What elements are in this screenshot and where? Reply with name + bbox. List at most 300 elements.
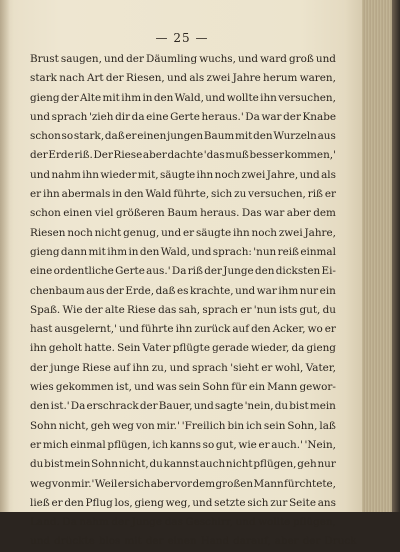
text-word: nicht, bbox=[118, 458, 149, 471]
text-word: mit bbox=[124, 535, 142, 548]
text-word: nicht, bbox=[58, 419, 89, 432]
text-word: was bbox=[156, 381, 177, 394]
text-word: ihn bbox=[232, 226, 250, 239]
text-word: wies bbox=[30, 381, 54, 394]
text-line bbox=[30, 359, 336, 378]
text-word: du bbox=[322, 303, 336, 316]
text-word: für bbox=[231, 381, 247, 394]
text-word: versuchen, bbox=[278, 91, 336, 104]
text-word: Spaß. bbox=[30, 303, 61, 316]
text-word: war bbox=[264, 207, 285, 220]
text-word: so bbox=[61, 130, 74, 143]
text-word: mein bbox=[64, 458, 91, 471]
text-word: den bbox=[64, 496, 84, 509]
text-word: stark, bbox=[73, 130, 105, 143]
text-word: hast bbox=[30, 323, 53, 336]
text-word: Wald, bbox=[160, 245, 190, 258]
text-word: und bbox=[134, 381, 155, 394]
text-word: Erde bbox=[48, 149, 74, 162]
text-word: du bbox=[149, 458, 163, 471]
text-word: Jahre, bbox=[266, 168, 299, 181]
text-word: ausgelernt,' bbox=[54, 323, 117, 336]
text-word: mit bbox=[234, 130, 253, 143]
text-word: ein bbox=[319, 284, 336, 297]
text-word: bist bbox=[289, 400, 309, 413]
text-word: er bbox=[125, 130, 137, 143]
text-word: blos bbox=[98, 535, 121, 548]
text-word: pflügen, bbox=[292, 516, 336, 529]
text-word: krachte, bbox=[189, 284, 234, 297]
text-line bbox=[30, 243, 336, 262]
text-word: ists bbox=[279, 303, 298, 316]
text-word: Ei- bbox=[321, 265, 336, 278]
text-word: Das bbox=[241, 207, 262, 220]
text-word: weg bbox=[30, 477, 52, 490]
text-word: pflügen, bbox=[253, 458, 297, 471]
text-word: und bbox=[299, 168, 320, 181]
text-word: hatte. bbox=[84, 342, 115, 355]
text-word: vor bbox=[175, 477, 193, 490]
text-word: zwei bbox=[278, 226, 303, 239]
text-word: auf bbox=[113, 361, 131, 374]
text-word: 'Nein, bbox=[304, 438, 336, 451]
text-word: los, bbox=[114, 496, 133, 509]
text-word: eine bbox=[146, 110, 169, 123]
text-word: Gerte bbox=[170, 110, 200, 123]
text-line bbox=[30, 301, 336, 320]
text-word: kanns bbox=[169, 438, 201, 451]
text-word: kommen,' bbox=[284, 149, 336, 162]
text-word: zwei bbox=[206, 72, 231, 85]
text-word: setzte bbox=[214, 496, 246, 509]
text-word: wieder, bbox=[251, 342, 290, 355]
text-word: dann bbox=[60, 245, 88, 258]
text-word: nahm bbox=[51, 168, 81, 181]
text-word: zwei bbox=[241, 168, 266, 181]
text-word: so bbox=[202, 438, 215, 451]
text-line bbox=[30, 513, 336, 532]
text-word: Geschirr, bbox=[185, 516, 234, 529]
text-word: Däumling bbox=[146, 53, 198, 65]
text-word: als bbox=[189, 72, 205, 85]
text-word: ihn bbox=[82, 168, 99, 181]
text-word: bist bbox=[44, 458, 64, 471]
text-word: einen bbox=[137, 130, 167, 143]
text-word: gut, bbox=[215, 438, 237, 451]
text-word: geh bbox=[90, 419, 111, 432]
text-word: ihn bbox=[260, 91, 277, 104]
text-word: sah, bbox=[178, 303, 201, 316]
text-word: den bbox=[153, 91, 174, 104]
text-word: wohl, bbox=[274, 361, 304, 374]
text-word: Mann bbox=[253, 477, 284, 490]
text-word: erschrack bbox=[86, 400, 139, 413]
text-block bbox=[30, 50, 357, 552]
text-word: ich bbox=[152, 438, 169, 451]
text-word: und bbox=[238, 53, 259, 65]
text-word: Riese bbox=[82, 361, 111, 374]
text-word: 'zieh bbox=[88, 110, 114, 123]
text-line bbox=[30, 397, 336, 416]
text-line bbox=[30, 185, 336, 204]
text-word: Vater bbox=[142, 342, 171, 355]
text-word: auf bbox=[232, 323, 250, 336]
text-word: wollte bbox=[226, 91, 259, 104]
text-word: nicht bbox=[94, 226, 122, 239]
text-word: mein bbox=[309, 400, 336, 413]
text-word: 'nun bbox=[253, 245, 277, 258]
text-word: nur bbox=[299, 284, 319, 297]
text-word: ihm bbox=[278, 284, 299, 297]
text-word: der bbox=[30, 361, 48, 374]
text-word: nach bbox=[59, 72, 85, 85]
text-line bbox=[30, 417, 336, 436]
text-word: bin bbox=[227, 419, 245, 432]
text-line bbox=[30, 494, 336, 513]
text-word: Sohn bbox=[202, 381, 230, 394]
text-word: er bbox=[30, 188, 42, 201]
text-word: darauf, bbox=[233, 535, 271, 548]
text-word: führte bbox=[141, 323, 174, 336]
text-word: Riese bbox=[113, 149, 143, 162]
text-line bbox=[30, 378, 336, 397]
text-word: Riesen bbox=[30, 226, 66, 239]
text-word: der bbox=[204, 265, 222, 278]
text-word: ihn bbox=[43, 188, 60, 201]
text-word: ließ bbox=[30, 496, 50, 509]
text-word: fürchtete, bbox=[284, 477, 336, 490]
text-word: Sohn bbox=[30, 419, 57, 432]
text-word: und bbox=[192, 496, 213, 509]
text-word: er bbox=[182, 226, 195, 239]
text-word: gut, bbox=[299, 303, 321, 316]
text-word: und bbox=[104, 53, 125, 65]
text-word: einmal bbox=[300, 245, 336, 258]
text-word: Baum bbox=[167, 207, 198, 220]
text-word: mit bbox=[88, 245, 106, 258]
text-word: ihm bbox=[107, 245, 128, 258]
text-word: noch bbox=[214, 168, 241, 181]
text-word: wie bbox=[238, 438, 257, 451]
text-word: eine bbox=[30, 265, 53, 278]
text-word: ans bbox=[317, 496, 336, 509]
text-word: und bbox=[235, 284, 256, 297]
text-word: versuchen, bbox=[248, 188, 306, 201]
text-word: von bbox=[135, 419, 155, 432]
text-word: geholt bbox=[48, 342, 83, 355]
text-line bbox=[30, 166, 336, 185]
spine-shadow bbox=[0, 0, 10, 512]
text-line bbox=[30, 282, 336, 301]
text-word: weg, bbox=[165, 496, 191, 509]
text-word: gerade bbox=[212, 342, 249, 355]
text-word: und bbox=[118, 323, 140, 336]
text-word: Sohn, bbox=[287, 419, 318, 432]
text-word: kannst bbox=[163, 458, 199, 471]
text-word: gekommen bbox=[55, 381, 114, 394]
text-word: ihn bbox=[196, 168, 214, 181]
text-word: daß bbox=[155, 284, 176, 297]
text-word: wieder bbox=[100, 168, 137, 181]
text-line bbox=[30, 146, 336, 165]
text-word: Knabe bbox=[302, 110, 336, 123]
text-word: Jahre, bbox=[304, 226, 336, 239]
text-word: Weil bbox=[94, 477, 118, 490]
text-word: ward bbox=[260, 53, 287, 65]
text-word: dem bbox=[192, 477, 216, 490]
text-word: ordentliche bbox=[53, 265, 114, 278]
text-word: zu bbox=[234, 188, 247, 201]
text-word: Erde, bbox=[125, 284, 155, 297]
text-word: auch.' bbox=[271, 438, 303, 451]
text-word: war bbox=[256, 284, 277, 297]
text-word: nahm bbox=[79, 516, 109, 529]
text-word: nicht bbox=[225, 458, 253, 471]
text-word: und bbox=[161, 226, 182, 239]
text-word: ihn bbox=[175, 323, 193, 336]
text-word: nur bbox=[317, 458, 336, 471]
text-word: er bbox=[51, 496, 63, 509]
text-word: Da bbox=[62, 516, 77, 529]
text-word: Wald bbox=[145, 188, 172, 201]
text-word: den bbox=[30, 400, 50, 413]
text-word: er bbox=[240, 303, 252, 316]
text-word: Junge bbox=[131, 516, 163, 529]
text-word: mit, bbox=[137, 168, 159, 181]
text-word: er bbox=[258, 438, 270, 451]
text-word: aber bbox=[274, 535, 299, 548]
text-word: sich bbox=[129, 477, 151, 490]
text-word: ein bbox=[248, 381, 266, 394]
text-word: Baum bbox=[203, 130, 235, 143]
text-word: den bbox=[254, 265, 275, 278]
text-word: er bbox=[30, 438, 42, 451]
text-word: heraus. bbox=[200, 207, 240, 220]
text-word: mir.' bbox=[156, 419, 180, 432]
text-word: gieng bbox=[30, 91, 60, 104]
text-word: da bbox=[291, 342, 305, 355]
text-word: mich bbox=[42, 438, 69, 451]
text-line bbox=[30, 455, 336, 474]
text-word: sprach bbox=[202, 303, 239, 316]
text-word: alte bbox=[104, 303, 125, 316]
text-word: er bbox=[324, 188, 336, 201]
text-line bbox=[30, 69, 336, 88]
text-line bbox=[30, 50, 336, 69]
text-word: Jahre bbox=[232, 72, 261, 85]
text-word: gieng bbox=[30, 245, 60, 258]
text-word: es bbox=[176, 284, 189, 297]
text-line bbox=[30, 436, 336, 455]
text-word: der bbox=[60, 91, 79, 104]
text-line bbox=[30, 108, 336, 127]
text-word: Pflug bbox=[85, 496, 113, 509]
text-word: und bbox=[30, 110, 51, 123]
text-word: Der bbox=[93, 149, 113, 162]
text-word: der bbox=[145, 535, 164, 548]
text-word: der bbox=[106, 284, 124, 297]
text-word: Riesen, bbox=[125, 72, 165, 85]
text-word: einen bbox=[167, 535, 197, 548]
text-word: der bbox=[30, 149, 48, 162]
text-line bbox=[30, 89, 336, 108]
text-word: noch bbox=[67, 226, 93, 239]
text-word: muß bbox=[225, 149, 249, 162]
text-word: der bbox=[84, 303, 103, 316]
text-word: Alte bbox=[79, 91, 102, 104]
text-line bbox=[30, 339, 336, 358]
text-word: abermals bbox=[61, 188, 111, 201]
text-word: sprach bbox=[51, 110, 88, 123]
text-word: sich bbox=[211, 188, 233, 201]
text-word: und bbox=[169, 361, 190, 374]
text-word: besser bbox=[249, 149, 285, 162]
text-word: Da bbox=[171, 265, 187, 278]
text-word: den bbox=[124, 188, 144, 201]
text-word: als bbox=[321, 168, 336, 181]
text-word: Seite bbox=[289, 496, 316, 509]
page-number: — 25 — bbox=[155, 31, 209, 45]
text-word: 'nun bbox=[253, 303, 277, 316]
text-word: war bbox=[261, 110, 282, 123]
text-word: junge bbox=[50, 361, 80, 374]
text-word: 'nein, bbox=[244, 400, 274, 413]
text-word: schon bbox=[30, 130, 61, 143]
text-word: von bbox=[52, 477, 71, 490]
text-word: Wie bbox=[62, 303, 83, 316]
text-word: und bbox=[30, 168, 51, 181]
text-word: ist.' bbox=[50, 400, 70, 413]
text-word: 'sieht bbox=[230, 361, 259, 374]
text-word: ihn bbox=[30, 342, 47, 355]
text-word: und bbox=[30, 535, 51, 548]
text-word: Acker, bbox=[272, 323, 306, 336]
text-word: Junge bbox=[223, 265, 254, 278]
text-word: aus.' bbox=[146, 265, 171, 278]
text-word: dachte bbox=[167, 149, 204, 162]
text-word: Vater, bbox=[305, 361, 336, 374]
text-word: in bbox=[128, 245, 139, 258]
text-word: größeren bbox=[115, 207, 165, 220]
text-word: riß bbox=[307, 188, 323, 201]
text-word: und bbox=[167, 72, 188, 85]
text-word: säugte bbox=[159, 168, 196, 181]
text-word: der bbox=[126, 53, 144, 65]
text-word: wuchs, bbox=[199, 53, 236, 65]
text-word: aus bbox=[86, 284, 105, 297]
text-word: Bauer, bbox=[158, 400, 193, 413]
text-word: schon bbox=[30, 207, 61, 220]
text-word: 'Freilich bbox=[181, 419, 226, 432]
text-word: pflügte bbox=[172, 342, 210, 355]
text-line bbox=[30, 127, 336, 146]
text-word: waren, bbox=[299, 72, 336, 85]
text-word: der bbox=[139, 400, 158, 413]
text-word: Riese bbox=[127, 303, 156, 316]
text-word: in bbox=[112, 188, 123, 201]
text-line bbox=[30, 204, 336, 223]
text-word: pflügen, bbox=[107, 438, 151, 451]
text-word: genug, bbox=[123, 226, 160, 239]
text-word: reiß bbox=[277, 245, 299, 258]
text-word: Hand bbox=[200, 535, 230, 548]
text-word: wo bbox=[307, 323, 323, 336]
text-word: viel bbox=[94, 207, 114, 220]
text-word: Sein bbox=[117, 342, 141, 355]
text-line bbox=[30, 532, 357, 551]
text-word: einen bbox=[63, 207, 93, 220]
text-word: jungen bbox=[167, 130, 204, 143]
text-word: gewor- bbox=[299, 381, 336, 394]
text-word: Brust bbox=[30, 53, 59, 65]
text-word: Art bbox=[86, 72, 104, 85]
text-word: du bbox=[274, 400, 289, 413]
text-word: gieng bbox=[306, 342, 336, 355]
text-word: das bbox=[158, 303, 177, 316]
text-word: Da bbox=[245, 110, 260, 123]
text-word: der bbox=[302, 535, 321, 548]
text-word: das bbox=[164, 516, 183, 529]
text-word: großen bbox=[215, 477, 254, 490]
text-word: der bbox=[105, 72, 124, 85]
text-word: gieng bbox=[134, 496, 164, 509]
text-word: du bbox=[30, 458, 44, 471]
text-word: Land. bbox=[30, 516, 60, 529]
text-word: heraus.' bbox=[201, 110, 244, 123]
text-word: und bbox=[235, 516, 256, 529]
text-word: in bbox=[142, 91, 153, 104]
text-word: und bbox=[193, 400, 214, 413]
text-word: stark bbox=[30, 72, 57, 85]
text-word: dir bbox=[115, 110, 131, 123]
text-word: einmal bbox=[70, 438, 106, 451]
text-word: groß bbox=[288, 53, 314, 65]
text-word: noch bbox=[251, 226, 277, 239]
text-word: riß bbox=[187, 265, 203, 278]
text-word: und bbox=[191, 245, 212, 258]
text-word: sprach bbox=[192, 361, 228, 374]
text-word: herum bbox=[263, 72, 298, 85]
text-word: riß. bbox=[74, 149, 93, 162]
text-word: geh bbox=[297, 458, 317, 471]
text-word: führte, bbox=[173, 188, 210, 201]
text-word: säugte bbox=[195, 226, 232, 239]
text-line bbox=[30, 262, 336, 281]
text-word: ich bbox=[246, 419, 262, 432]
page-edge-shadow bbox=[392, 0, 400, 512]
text-line bbox=[30, 475, 336, 494]
text-word: weg bbox=[112, 419, 134, 432]
text-word: der bbox=[111, 516, 130, 529]
text-word: er bbox=[261, 361, 273, 374]
text-word: ihm bbox=[121, 91, 142, 104]
text-word: aber bbox=[150, 477, 175, 490]
text-word: den bbox=[139, 245, 160, 258]
text-word: sagte bbox=[214, 400, 244, 413]
text-word: aus bbox=[317, 130, 336, 143]
text-word: den bbox=[253, 130, 273, 143]
text-word: laß bbox=[319, 419, 336, 432]
text-word: wollte bbox=[258, 516, 291, 529]
text-word: den bbox=[251, 323, 271, 336]
text-word: drückte bbox=[54, 535, 95, 548]
text-word: er bbox=[117, 477, 129, 490]
text-word: und bbox=[315, 53, 336, 65]
text-word: zu, bbox=[151, 361, 168, 374]
text-word: Da bbox=[70, 400, 86, 413]
text-word: dicksten bbox=[275, 265, 321, 278]
text-line bbox=[30, 224, 336, 243]
